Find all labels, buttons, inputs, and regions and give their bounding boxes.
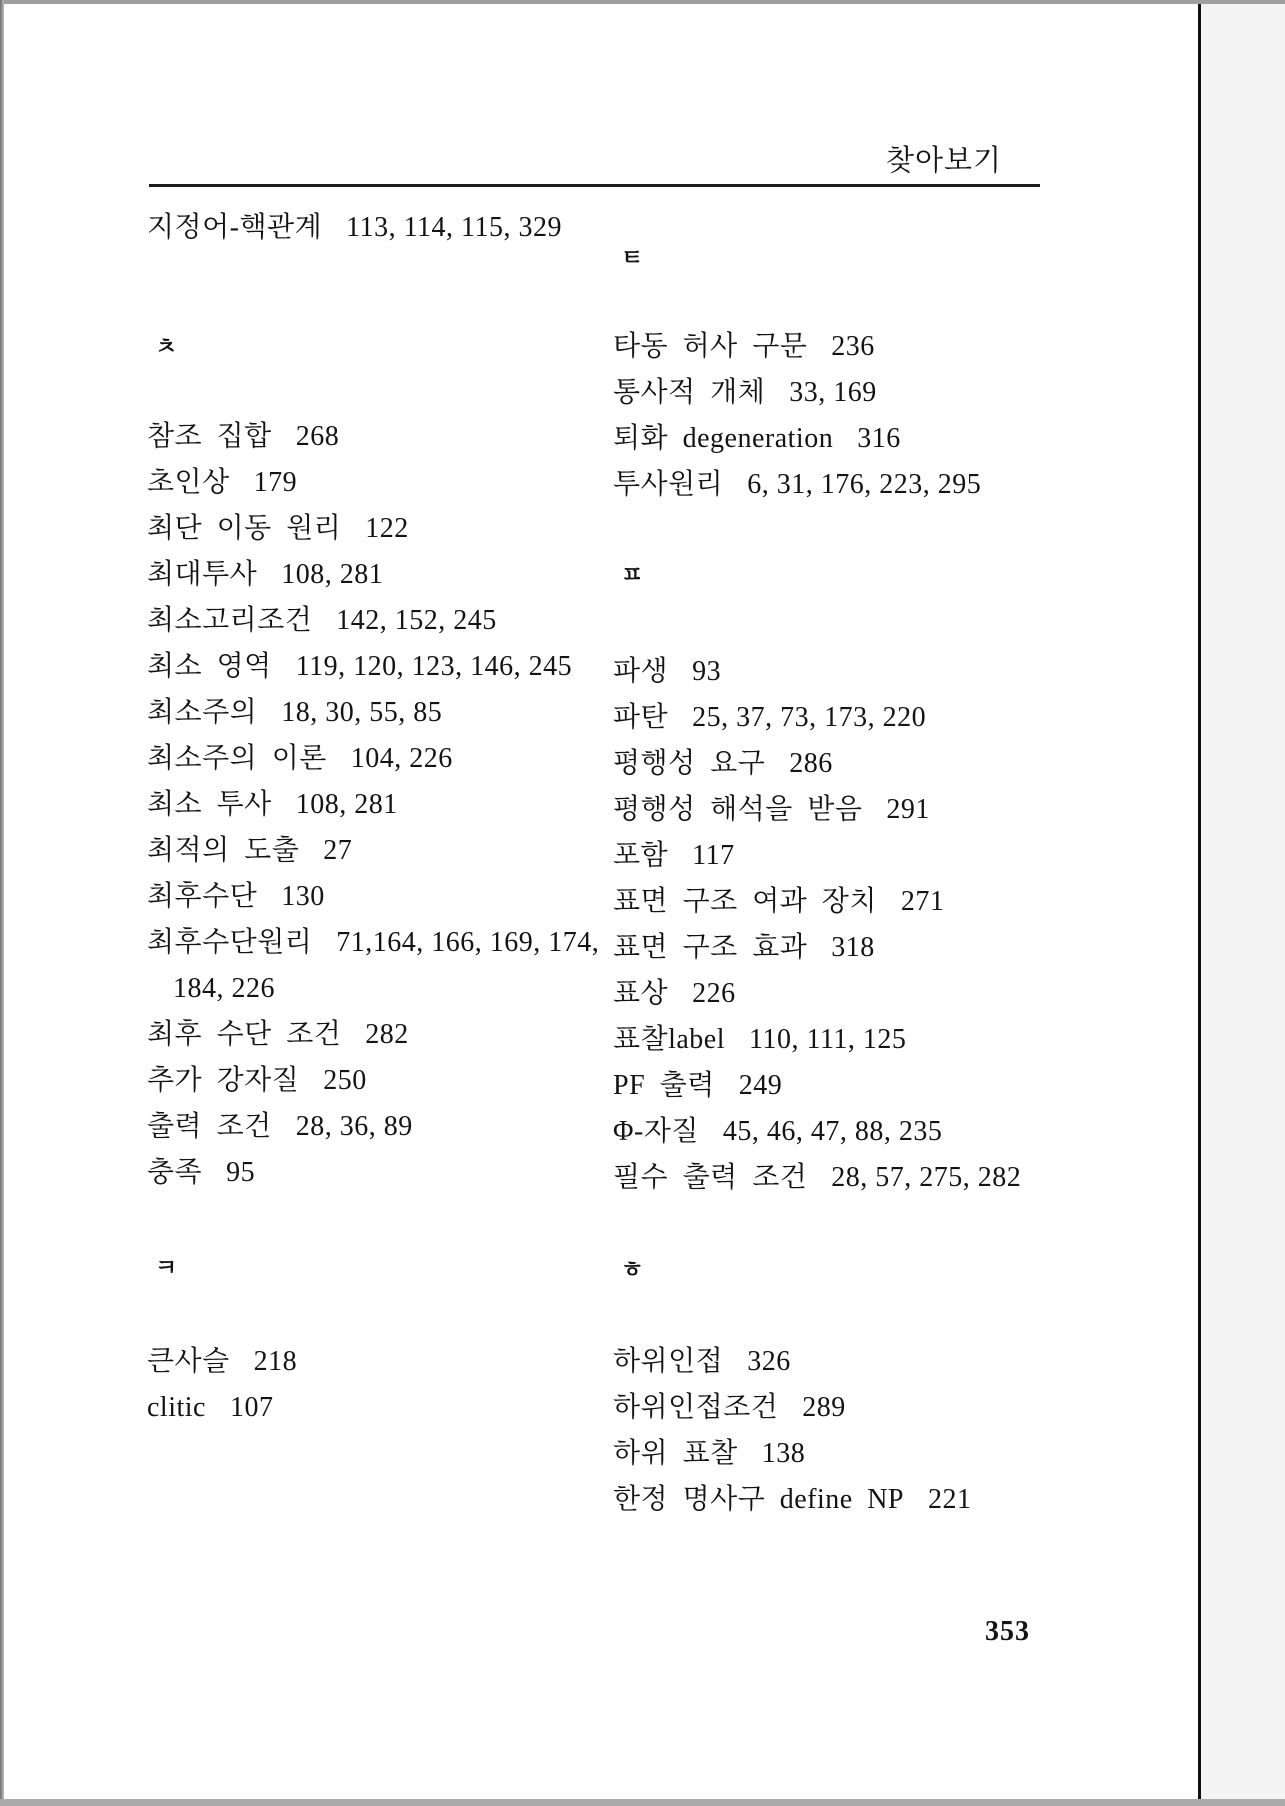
index-entry-term: 통사적 개체 (613, 377, 766, 408)
index-entry-term: 충족 (147, 1157, 203, 1188)
index-entry-pages: 286 (789, 748, 833, 779)
index-entry-pages: 45, 46, 47, 88, 235 (722, 1116, 943, 1147)
index-entry-term: 최단 이동 원리 (147, 513, 342, 544)
index-entry-pages: 184, 226 (173, 973, 275, 1004)
index-entry-term: 표면 구조 여과 장치 (613, 886, 877, 917)
index-entry-pages: 282 (365, 1019, 409, 1050)
section-letter: ㅊ (155, 334, 179, 359)
section-letter: ㅍ (621, 562, 645, 587)
index-entry (613, 1017, 1093, 1063)
index-entry (613, 1477, 1093, 1523)
index-entry-pages: 108, 281 (295, 789, 398, 820)
index-entry-term: 최대투사 (147, 559, 258, 590)
section-letter: ㅋ (155, 1255, 179, 1280)
index-entry-term: 하위인접조건 (613, 1392, 779, 1423)
index-entry (147, 966, 627, 1012)
index-entry-term: 표찰label (613, 1024, 726, 1055)
index-entry-term: PF 출력 (613, 1070, 715, 1101)
index-entry (613, 370, 1093, 416)
index-entry (613, 833, 1093, 879)
index-entry (613, 1063, 1093, 1109)
index-entry (147, 506, 627, 552)
index-entry-term: 파생 (613, 656, 669, 687)
index-entry (147, 1150, 627, 1196)
index-entry-term: 평행성 요구 (613, 748, 766, 779)
index-entry-pages: 122 (365, 513, 409, 544)
index-entry-term: 최소주의 (147, 697, 258, 728)
index-entry-term: 참조 집합 (147, 421, 272, 452)
scan-background-right (1201, 4, 1285, 1799)
index-entry (147, 1012, 627, 1058)
page-number: 353 (985, 1616, 1030, 1647)
index-entry-pages: 250 (323, 1065, 367, 1096)
index-entry (147, 460, 627, 506)
index-entry (147, 782, 627, 828)
scan-edge-left (0, 0, 4, 1806)
index-entry-pages: 117 (692, 840, 735, 871)
index-entry (613, 1155, 1093, 1201)
index-entry (147, 1385, 627, 1431)
index-entry-term: 평행성 해석을 받음 (613, 794, 863, 825)
index-entry (147, 736, 627, 782)
section-letter: ㅌ (621, 245, 645, 270)
index-entry (613, 879, 1093, 925)
index-entry-pages: 113, 114, 115, 329 (346, 212, 563, 243)
index-entry (147, 414, 627, 460)
index-entry (147, 828, 627, 874)
header-rule (149, 184, 1040, 187)
index-entry (147, 1058, 627, 1104)
index-column-left (147, 205, 627, 1431)
index-entry-pages: 18, 30, 55, 85 (281, 697, 443, 728)
index-entry (147, 920, 627, 966)
index-entry-pages: 289 (802, 1392, 846, 1423)
index-entry-term: 최후 수단 조건 (147, 1019, 342, 1050)
index-entry-pages: 33, 169 (789, 377, 877, 408)
index-entry-pages: 27 (323, 835, 353, 866)
index-entry-term: 하위인접 (613, 1346, 724, 1377)
index-entry-term: 최소 투사 (147, 789, 272, 820)
index-column-right (613, 235, 1093, 1523)
index-entry-pages: 236 (831, 331, 875, 362)
index-entry-pages: 316 (857, 423, 901, 454)
index-entry-pages: 291 (886, 794, 930, 825)
index-entry (613, 695, 1093, 741)
index-entry-term: 최소고리조건 (147, 605, 313, 636)
index-entry-pages: 28, 57, 275, 282 (831, 1162, 1022, 1193)
index-entry-pages: 28, 36, 89 (295, 1111, 413, 1142)
section-letter: ㅎ (621, 1257, 645, 1282)
index-entry-pages: 71,164, 166, 169, 174, (336, 927, 600, 958)
index-entry-pages: 142, 152, 245 (336, 605, 497, 636)
index-entry (613, 1431, 1093, 1477)
index-entry (613, 741, 1093, 787)
index-entry-pages: 93 (692, 656, 722, 687)
index-entry (613, 324, 1093, 370)
index-entry-term: 표상 (613, 978, 669, 1009)
index-entry (147, 1104, 627, 1150)
page-title: 찾아보기 (885, 145, 1002, 177)
index-entry-term: 최후수단원리 (147, 927, 313, 958)
index-entry-term: 포함 (613, 840, 669, 871)
index-entry-pages: 107 (229, 1392, 274, 1423)
index-entry-pages: 318 (831, 932, 875, 963)
index-entry-pages: 130 (281, 881, 325, 912)
index-entry-pages: 138 (761, 1438, 806, 1469)
index-entry (147, 1339, 627, 1385)
index-entry-pages: 226 (692, 978, 736, 1009)
index-entry-term: 표면 구조 효과 (613, 932, 808, 963)
index-entry-term: 최소주의 이론 (147, 743, 327, 774)
index-entry-pages: 104, 226 (350, 743, 453, 774)
index-entry (613, 971, 1093, 1017)
index-entry-pages: 268 (295, 421, 340, 452)
index-entry-term: 하위 표찰 (613, 1438, 738, 1469)
index-entry-pages: 326 (747, 1346, 791, 1377)
scan-edge-top (0, 0, 1285, 4)
index-entry-pages: 119, 120, 123, 146, 245 (295, 651, 573, 682)
index-entry (613, 1109, 1093, 1155)
index-entry-term: 출력 조건 (147, 1111, 272, 1142)
index-entry-pages: 6, 31, 176, 223, 295 (747, 469, 982, 500)
index-entry-pages: 25, 37, 73, 173, 220 (692, 702, 927, 733)
index-entry-term: 퇴화 degeneration (613, 423, 834, 454)
page-edge-line (1198, 2, 1201, 1802)
index-entry (147, 644, 627, 690)
index-entry (613, 1385, 1093, 1431)
index-entry-pages: 110, 111, 125 (749, 1024, 907, 1055)
index-entry (147, 874, 627, 920)
index-entry-pages: 221 (928, 1484, 972, 1515)
index-entry-term: 초인상 (147, 467, 230, 498)
index-entry (613, 649, 1093, 695)
index-entry-term: 최적의 도출 (147, 835, 300, 866)
index-entry (613, 416, 1093, 462)
index-entry (147, 205, 627, 251)
index-entry (147, 598, 627, 644)
index-entry (147, 690, 627, 736)
index-entry-term: 지정어-핵관계 (147, 212, 323, 243)
index-entry-term: 필수 출력 조건 (613, 1162, 808, 1193)
index-entry (613, 787, 1093, 833)
scan-edge-bottom (0, 1799, 1285, 1806)
index-entry-pages: 95 (226, 1157, 256, 1188)
index-entry-pages: 179 (253, 467, 298, 498)
index-entry-pages: 249 (738, 1070, 783, 1101)
index-entry-term: 추가 강자질 (147, 1065, 300, 1096)
index-entry-term: 최소 영역 (147, 651, 272, 682)
index-entry (147, 552, 627, 598)
index-entry-term: 최후수단 (147, 881, 258, 912)
index-entry-term: Φ-자질 (613, 1116, 699, 1147)
index-entry-term: 투사원리 (613, 469, 724, 500)
index-entry-term: 파탄 (613, 702, 669, 733)
index-entry-pages: 271 (900, 886, 945, 917)
index-entry (613, 1339, 1093, 1385)
index-entry-pages: 108, 281 (281, 559, 384, 590)
index-entry-pages: 218 (253, 1346, 298, 1377)
index-entry-term: clitic (147, 1392, 206, 1423)
index-entry (613, 462, 1093, 508)
index-entry-term: 한정 명사구 define NP (613, 1484, 904, 1515)
index-entry-term: 큰사슬 (147, 1346, 230, 1377)
index-entry (613, 925, 1093, 971)
index-entry-term: 타동 허사 구문 (613, 331, 808, 362)
